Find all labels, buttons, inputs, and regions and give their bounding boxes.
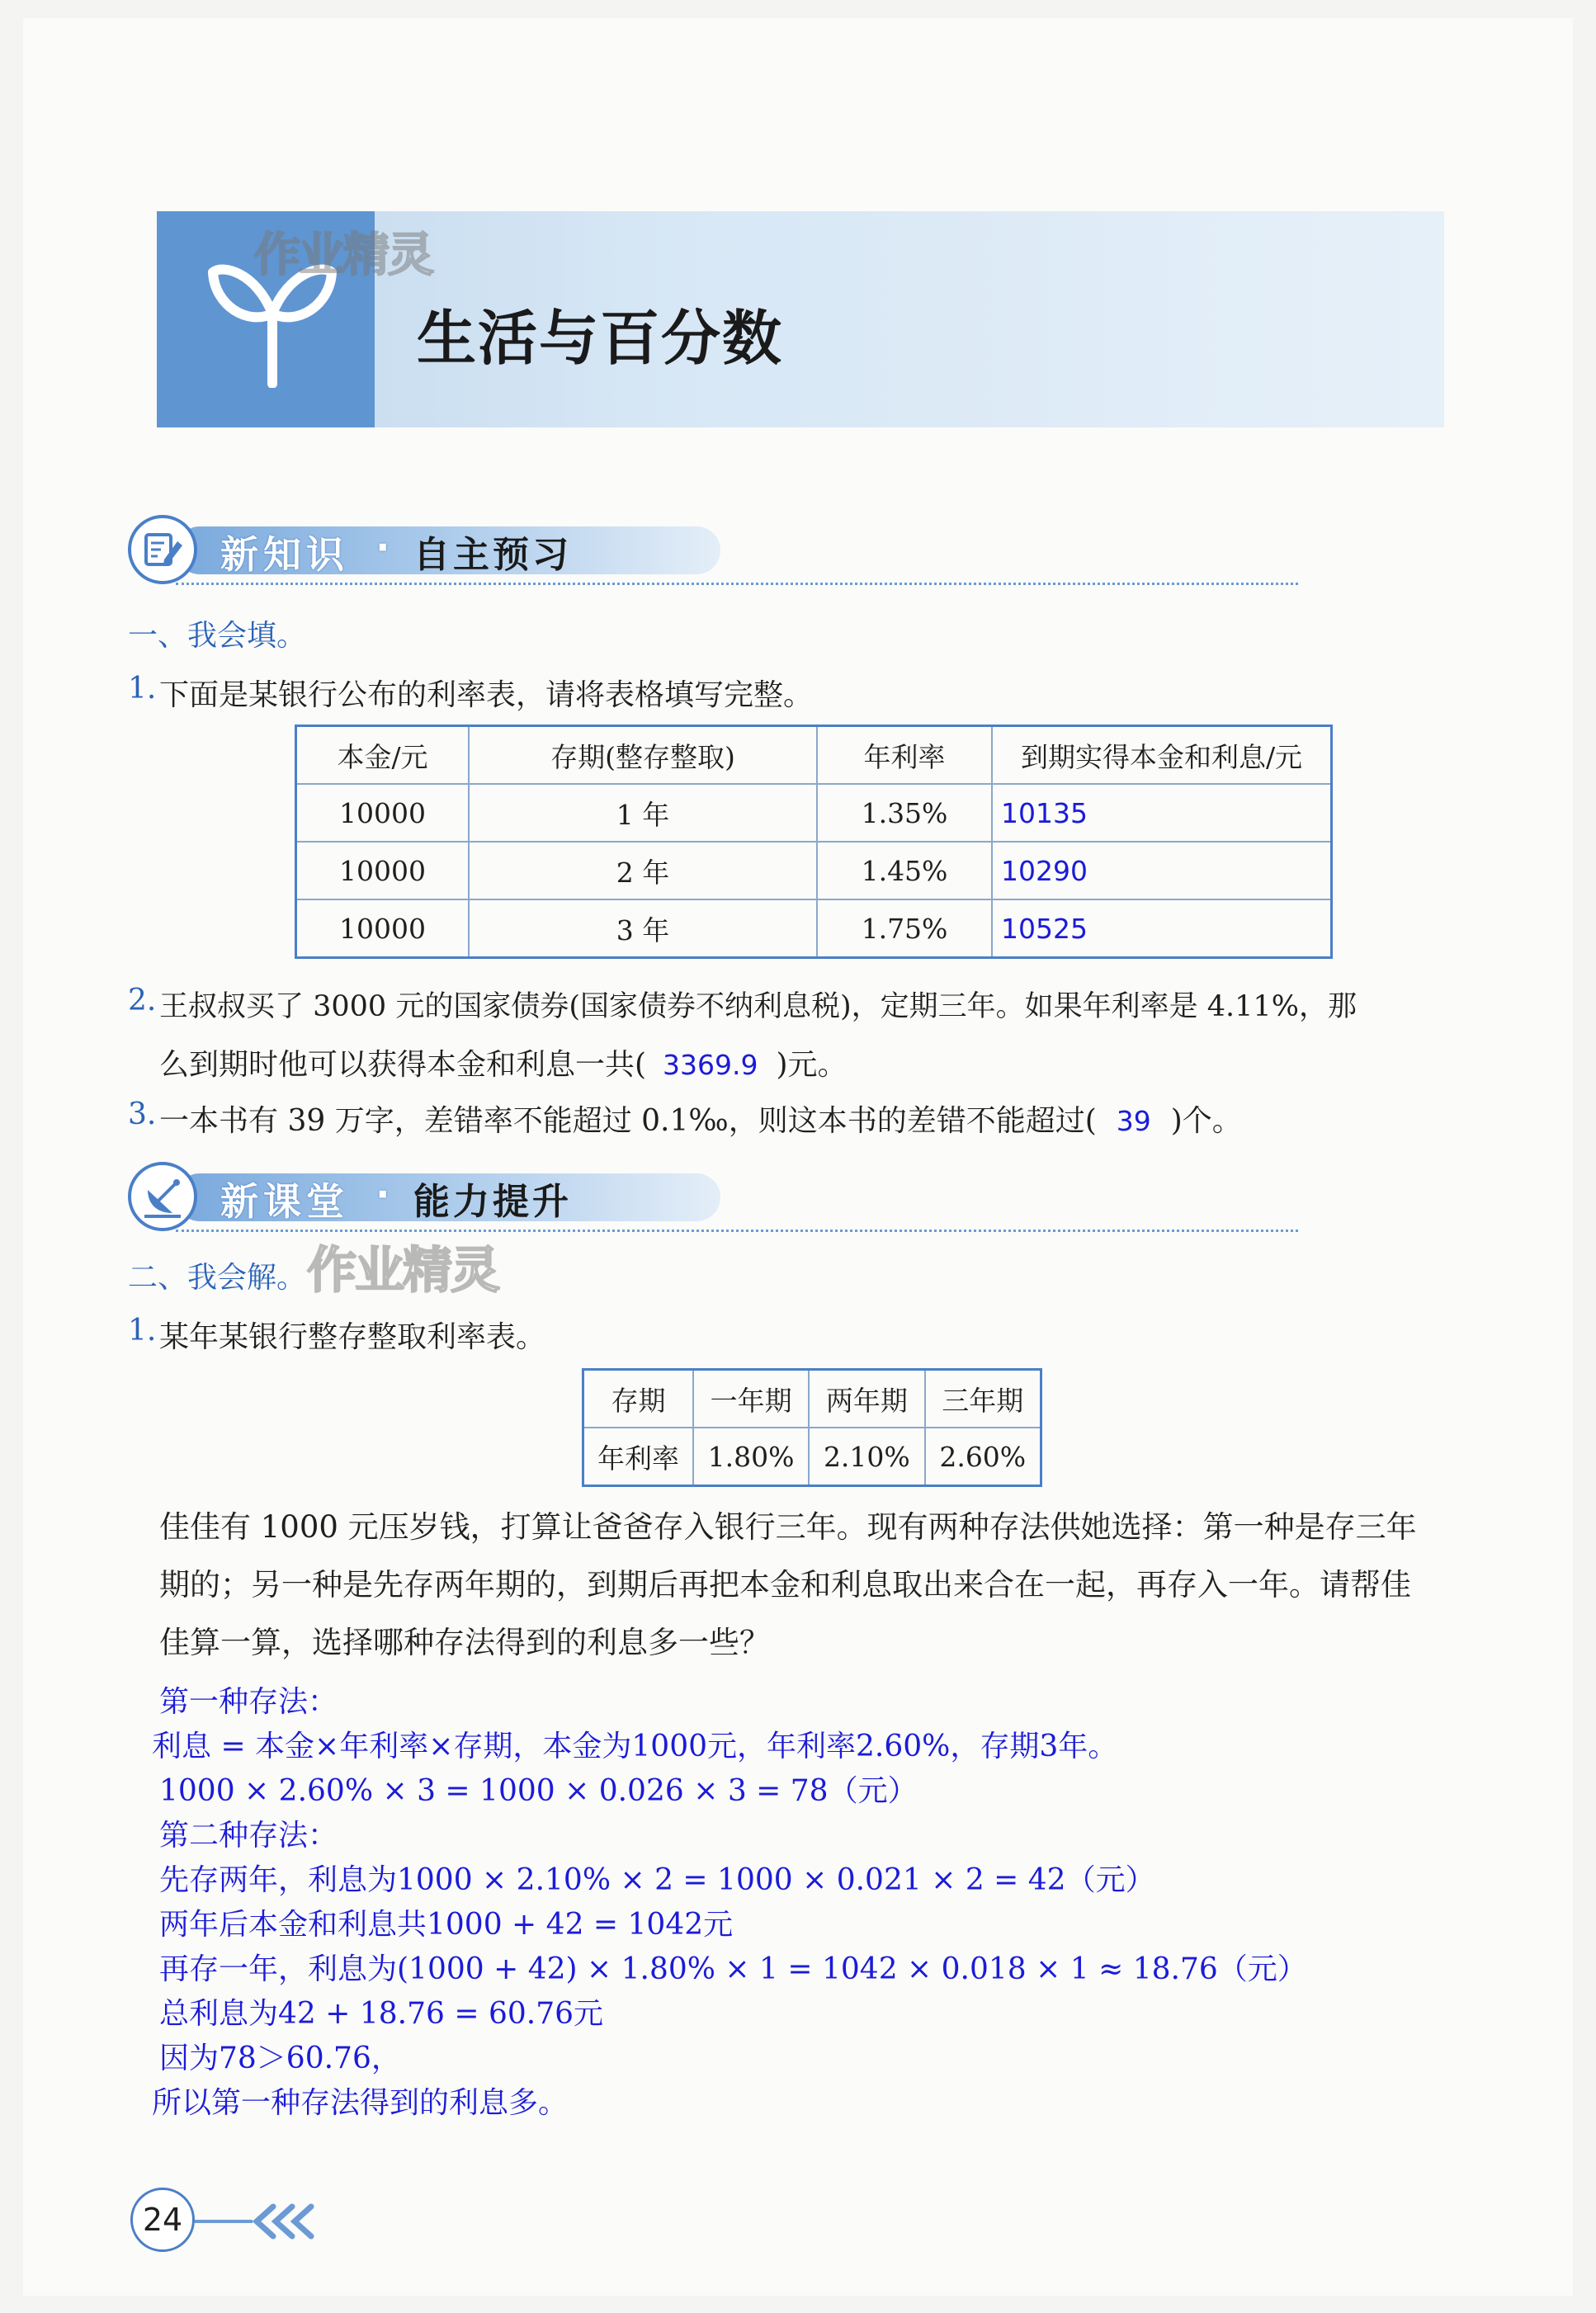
watermark: 作业精灵 <box>254 229 432 282</box>
p2-q1-number: 1. <box>128 1314 157 1348</box>
term-cell: 1 年 <box>469 784 817 842</box>
q3-post: )个。 <box>1170 1104 1242 1138</box>
solution-line: 总利息为42 + 18.76 = 60.76元 <box>159 1997 604 2031</box>
section-header-classroom <box>128 1162 1300 1236</box>
q3-line <box>159 1097 1242 1140</box>
table-header: 存期(整存整取) <box>469 726 817 785</box>
watermark: 作业精灵 <box>307 1242 498 1300</box>
solution-line: 第二种存法： <box>159 1819 338 1853</box>
section-subtitle: 能力提升 <box>413 1181 572 1223</box>
savings-rate-table <box>582 1368 1042 1487</box>
part1-heading: 一、我会填。 <box>128 619 307 653</box>
q1-number: 1. <box>128 672 157 706</box>
q3-pre: 一本书有 39 万字，差错率不能超过 0.1‰，则这本书的差错不能超过( <box>159 1104 1097 1138</box>
rate-cell: 1.75% <box>817 899 992 958</box>
table-header: 年利率 <box>817 726 992 785</box>
section-header-preview <box>128 515 1300 589</box>
dotted-divider <box>176 583 1298 585</box>
interest-rate-table <box>295 725 1333 959</box>
table-cell: 一年期 <box>693 1370 809 1428</box>
q2-number: 2. <box>128 984 157 1017</box>
chevrons-left-icon <box>195 2197 319 2246</box>
table-row <box>296 899 1332 958</box>
q3-answer: 39 <box>1116 1105 1151 1137</box>
principal-cell: 10000 <box>296 842 470 899</box>
p2-q1-text: 某年某银行整存整取利率表。 <box>159 1320 546 1354</box>
table-cell: 存期 <box>583 1370 693 1428</box>
section-subtitle: 自主预习 <box>413 534 572 576</box>
notepad-pencil-icon <box>139 526 186 573</box>
page-title: 生活与百分数 <box>417 304 784 373</box>
term-cell: 2 年 <box>469 842 817 899</box>
q2-answer: 3369.9 <box>663 1049 758 1081</box>
solution-line: 1000 × 2.60% × 3 = 1000 × 0.026 × 3 = 78（元） <box>159 1774 918 1808</box>
table-row <box>296 784 1332 842</box>
q2-line2-post: )元。 <box>776 1048 848 1082</box>
table-header: 本金/元 <box>296 726 470 785</box>
solution-line: 再存一年，利息为(1000 + 42) × 1.80% × 1 = 1042 × 0.018 × 1 ≈ 18.76（元） <box>159 1952 1307 1986</box>
section-title: 新课堂 <box>220 1179 349 1224</box>
solution-line: 两年后本金和利息共1000 + 42 = 1042元 <box>159 1908 734 1942</box>
answer-cell: 10525 <box>992 899 1332 958</box>
section-dot: · <box>375 1172 395 1216</box>
principal-cell: 10000 <box>296 784 470 842</box>
q2-line1: 王叔叔买了 3000 元的国家债券(国家债券不纳利息税)，定期三年。如果年利率是 4.11%，那 <box>159 990 1357 1023</box>
table-header: 到期实得本金和利息/元 <box>992 726 1332 785</box>
solution-line: 先存两年，利息为1000 × 2.10% × 2 = 1000 × 0.021 × 2 = 42（元） <box>159 1863 1155 1897</box>
table-cell: 2.10% <box>809 1428 924 1486</box>
page-number: 24 <box>130 2188 195 2252</box>
answer-cell: 10290 <box>992 842 1332 899</box>
q3-number: 3. <box>128 1097 157 1131</box>
term-cell: 3 年 <box>469 899 817 958</box>
section-dot: · <box>375 525 395 569</box>
table-header-row <box>296 726 1332 785</box>
problem-line: 佳算一算，选择哪种存法得到的利息多一些？ <box>159 1625 770 1660</box>
problem-line: 佳佳有 1000 元压岁钱，打算让爸爸存入银行三年。现有两种存法供她选择：第一种是存三年 <box>159 1509 1417 1545</box>
q2-line2 <box>159 1041 848 1083</box>
part2-heading: 二、我会解。 <box>128 1261 307 1295</box>
solution-line: 第一种存法： <box>159 1685 338 1719</box>
table-row <box>296 842 1332 899</box>
table-cell: 年利率 <box>583 1428 693 1486</box>
principal-cell: 10000 <box>296 899 470 958</box>
q2-line2-pre: 么到期时他可以获得本金和利息一共( <box>159 1048 647 1082</box>
solution-line: 因为78＞60.76， <box>159 2042 401 2075</box>
table-cell: 1.80% <box>693 1428 809 1486</box>
rate-cell: 1.45% <box>817 842 992 899</box>
table-cell: 三年期 <box>925 1370 1041 1428</box>
section-title: 新知识 <box>220 532 349 577</box>
table-row <box>583 1428 1041 1486</box>
answer-cell: 10135 <box>992 784 1332 842</box>
table-cell: 2.60% <box>925 1428 1041 1486</box>
q1-text: 下面是某银行公布的利率表，请将表格填写完整。 <box>159 678 814 712</box>
problem-line: 期的；另一种是先存两年期的，到期后再把本金和利息取出来合在一起，再存入一年。请帮佳 <box>159 1567 1411 1603</box>
satellite-dish-icon <box>139 1173 186 1220</box>
solution-line: 利息 = 本金×年利率×存期，本金为1000元，年利率2.60%，存期3年。 <box>152 1730 1118 1763</box>
table-row <box>583 1370 1041 1428</box>
solution-line: 所以第一种存法得到的利息多。 <box>152 2086 569 2120</box>
rate-cell: 1.35% <box>817 784 992 842</box>
table-cell: 两年期 <box>809 1370 924 1428</box>
